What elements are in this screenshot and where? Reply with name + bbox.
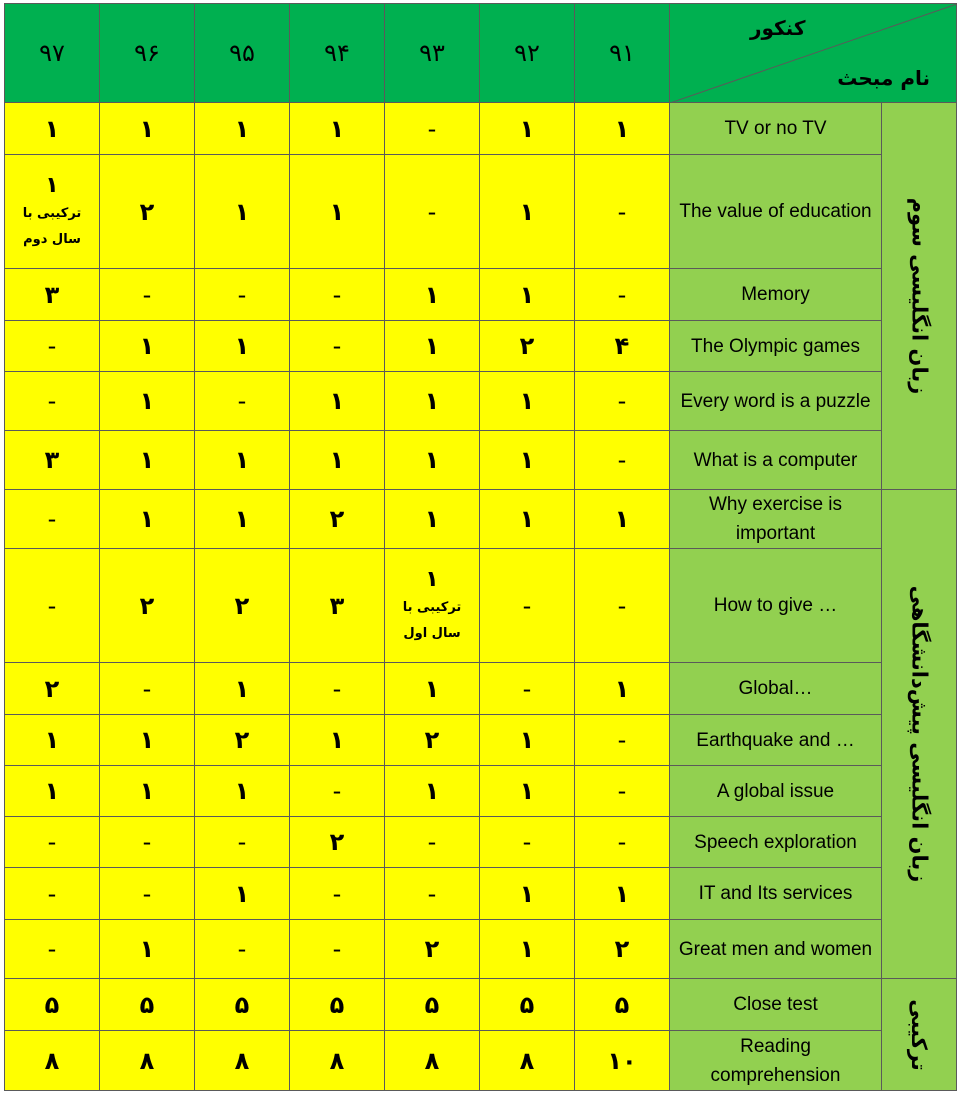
value-cell-with-note	[4, 154, 100, 269]
note-text: ترکیبی با	[402, 599, 462, 615]
topic-cell: How to give …	[669, 548, 882, 663]
group-label-cell	[881, 489, 957, 979]
value-cell: ۲	[194, 548, 290, 663]
topic-cell: The value of education	[669, 154, 882, 269]
value-cell: ۱	[4, 102, 100, 155]
value-cell: -	[194, 919, 290, 979]
value-cell: ۱	[99, 371, 195, 431]
value-cell: -	[574, 816, 670, 868]
value-cell: ۸	[194, 1030, 290, 1091]
value-cell: -	[289, 268, 385, 321]
value-cell: -	[99, 662, 195, 715]
note-text: ترکیبی با	[22, 205, 82, 221]
value-cell: -	[4, 867, 100, 920]
topic-cell: Why exercise is important	[669, 489, 882, 549]
topic-cell: Reading comprehension	[669, 1030, 882, 1091]
topic-cell: Speech exploration	[669, 816, 882, 868]
note-value: ۱	[425, 566, 439, 592]
value-cell: ۱	[384, 430, 480, 490]
value-cell: ۱	[289, 430, 385, 490]
value-cell: ۱	[384, 662, 480, 715]
value-cell: ۵	[4, 978, 100, 1031]
value-cell: ۲	[4, 662, 100, 715]
value-cell: -	[384, 102, 480, 155]
value-cell: -	[384, 867, 480, 920]
value-cell: -	[289, 867, 385, 920]
value-cell: -	[194, 268, 290, 321]
value-cell: ۱	[4, 765, 100, 817]
header-year-cell: ۹۳	[384, 3, 480, 103]
topic-cell: Earthquake and …	[669, 714, 882, 766]
value-cell: ۸	[99, 1030, 195, 1091]
topic-cell: Great men and women	[669, 919, 882, 979]
header-year-cell: ۹۱	[574, 3, 670, 103]
value-cell: ۱	[574, 867, 670, 920]
corner-label-konkur: کنکور	[750, 16, 806, 40]
value-cell: ۲	[384, 714, 480, 766]
topic-cell: Every word is a puzzle	[669, 371, 882, 431]
value-cell: ۱	[289, 371, 385, 431]
value-cell: -	[99, 816, 195, 868]
value-cell: -	[4, 320, 100, 372]
value-cell: ۱	[99, 102, 195, 155]
corner-label-topic-name: نام مبحث	[837, 66, 930, 90]
value-cell: ۱	[574, 102, 670, 155]
value-cell: ۲	[289, 489, 385, 549]
value-cell: -	[4, 548, 100, 663]
header-year-cell: ۹۲	[479, 3, 575, 103]
value-cell: ۱	[384, 268, 480, 321]
value-cell: ۱	[479, 765, 575, 817]
value-cell: ۲	[289, 816, 385, 868]
topic-cell: What is a computer	[669, 430, 882, 490]
value-cell: ۱	[479, 430, 575, 490]
header-year-cell: ۹۵	[194, 3, 290, 103]
value-cell: ۱	[194, 765, 290, 817]
value-cell: -	[99, 268, 195, 321]
value-cell: ۱	[99, 765, 195, 817]
value-cell: ۱۰	[574, 1030, 670, 1091]
header-year-cell: ۹۴	[289, 3, 385, 103]
value-cell: -	[574, 765, 670, 817]
value-cell: ۱	[194, 867, 290, 920]
value-cell: -	[4, 371, 100, 431]
value-cell: ۱	[479, 489, 575, 549]
value-cell: ۵	[479, 978, 575, 1031]
value-cell: ۵	[574, 978, 670, 1031]
value-cell: ۵	[384, 978, 480, 1031]
value-cell: ۱	[194, 320, 290, 372]
header-year-cell: ۹۶	[99, 3, 195, 103]
topic-cell: Memory	[669, 268, 882, 321]
value-cell: ۸	[4, 1030, 100, 1091]
value-cell: ۱	[99, 320, 195, 372]
value-cell: -	[289, 765, 385, 817]
value-cell: ۱	[99, 430, 195, 490]
value-cell: ۱	[574, 489, 670, 549]
note-value: ۱	[45, 172, 59, 198]
topic-cell: A global issue	[669, 765, 882, 817]
topic-cell: Close test	[669, 978, 882, 1031]
value-cell: ۸	[289, 1030, 385, 1091]
topic-cell: The Olympic games	[669, 320, 882, 372]
value-cell: ۱	[99, 714, 195, 766]
value-cell: ۱	[194, 489, 290, 549]
value-cell: ۱	[289, 154, 385, 269]
value-cell: ۲	[99, 548, 195, 663]
value-cell: -	[574, 371, 670, 431]
value-cell: -	[289, 320, 385, 372]
value-cell: ۱	[194, 102, 290, 155]
value-cell: ۳	[4, 430, 100, 490]
value-cell: ۵	[99, 978, 195, 1031]
value-cell: ۱	[574, 662, 670, 715]
value-cell: -	[574, 714, 670, 766]
value-cell: ۱	[479, 714, 575, 766]
value-cell: -	[479, 662, 575, 715]
group-label-cell	[881, 978, 957, 1091]
value-cell: -	[194, 371, 290, 431]
value-cell: -	[4, 489, 100, 549]
value-cell: ۱	[384, 765, 480, 817]
value-cell: -	[574, 548, 670, 663]
value-cell: ۱	[384, 371, 480, 431]
value-cell: -	[194, 816, 290, 868]
value-cell: ۸	[479, 1030, 575, 1091]
value-cell-with-note	[384, 548, 480, 663]
value-cell: -	[289, 919, 385, 979]
value-cell: -	[4, 919, 100, 979]
value-cell: ۱	[194, 154, 290, 269]
header-year-cell: ۹۷	[4, 3, 100, 103]
value-cell: ۱	[479, 102, 575, 155]
value-cell: ۱	[479, 867, 575, 920]
topic-cell: Global…	[669, 662, 882, 715]
value-cell: ۱	[384, 489, 480, 549]
value-cell: ۱	[479, 919, 575, 979]
note-text: سال دوم	[23, 231, 81, 247]
value-cell: ۸	[384, 1030, 480, 1091]
value-cell: ۲	[574, 919, 670, 979]
group-label-cell	[881, 102, 957, 490]
value-cell: ۱	[194, 430, 290, 490]
value-cell: ۱	[99, 919, 195, 979]
value-cell: -	[574, 430, 670, 490]
value-cell: ۳	[289, 548, 385, 663]
value-cell: -	[574, 154, 670, 269]
value-cell: ۵	[289, 978, 385, 1031]
value-cell: ۱	[479, 268, 575, 321]
value-cell: -	[384, 816, 480, 868]
header-corner-cell	[669, 3, 957, 103]
value-cell: ۱	[4, 714, 100, 766]
topic-cell: TV or no TV	[669, 102, 882, 155]
topic-frequency-table	[4, 3, 956, 1090]
value-cell: ۲	[479, 320, 575, 372]
value-cell: ۱	[289, 102, 385, 155]
value-cell: -	[384, 154, 480, 269]
group-label: ترکیبی	[907, 998, 931, 1071]
note-text: سال اول	[403, 625, 461, 641]
group-label: زبان انگلیسی پیش‌دانشگاهی	[907, 585, 931, 883]
value-cell: ۱	[384, 320, 480, 372]
value-cell: ۴	[574, 320, 670, 372]
value-cell: ۳	[4, 268, 100, 321]
value-cell: ۱	[479, 371, 575, 431]
value-cell: ۲	[384, 919, 480, 979]
value-cell: ۲	[194, 714, 290, 766]
value-cell: ۱	[194, 662, 290, 715]
value-cell: ۱	[479, 154, 575, 269]
group-label: زبان انگلیسی سوم	[907, 197, 932, 395]
value-cell: ۲	[99, 154, 195, 269]
value-cell: ۵	[194, 978, 290, 1031]
topic-cell: IT and Its services	[669, 867, 882, 920]
value-cell: -	[289, 662, 385, 715]
value-cell: -	[99, 867, 195, 920]
value-cell: -	[479, 548, 575, 663]
value-cell: -	[574, 268, 670, 321]
value-cell: -	[479, 816, 575, 868]
value-cell: ۱	[99, 489, 195, 549]
value-cell: ۱	[289, 714, 385, 766]
value-cell: -	[4, 816, 100, 868]
